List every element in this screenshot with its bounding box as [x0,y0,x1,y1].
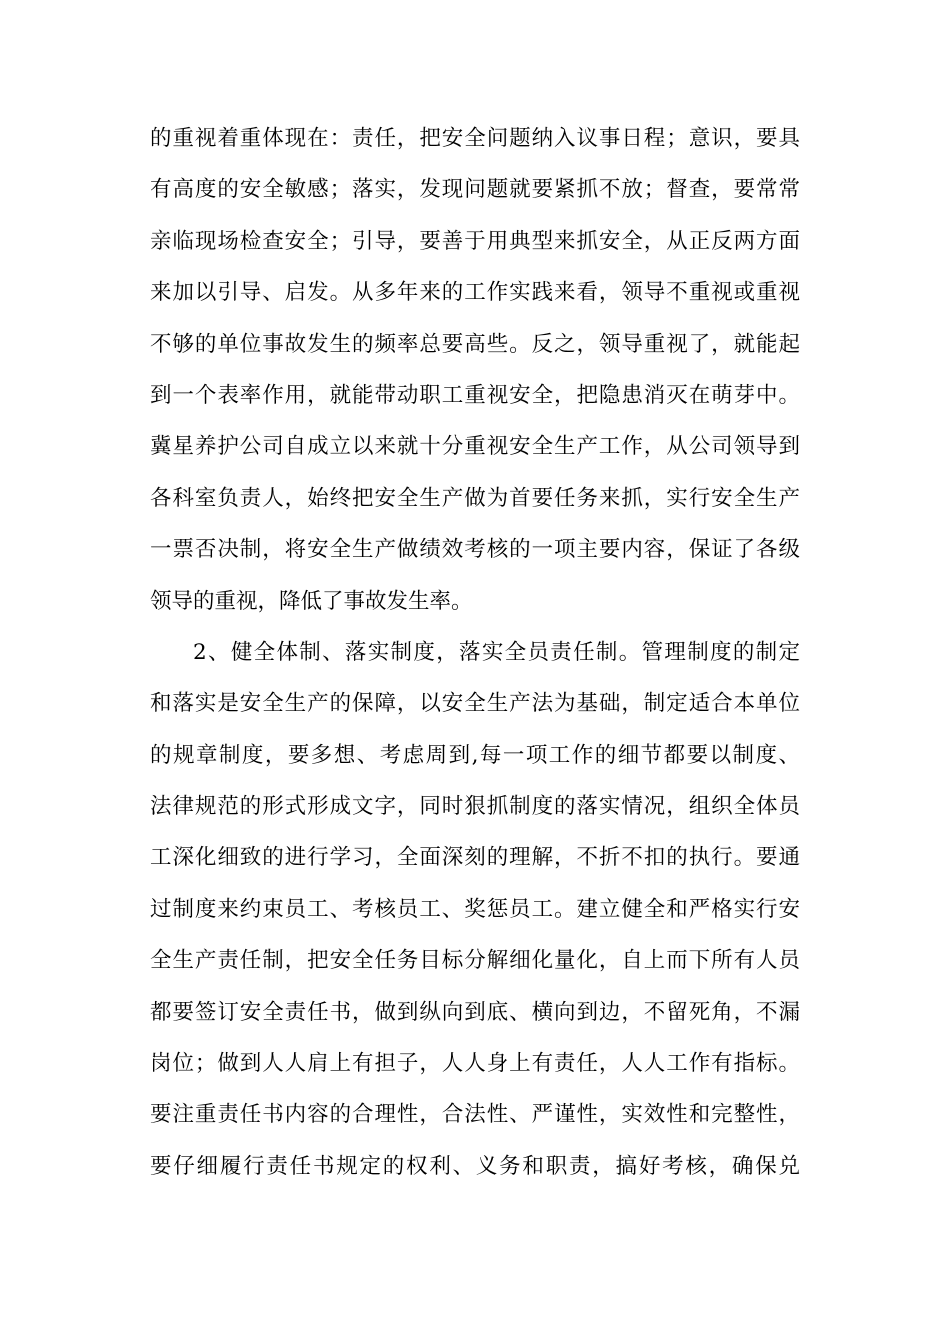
document-page [150,113,800,1192]
text-line: 和落实是安全生产的保障，以安全生产法为基础，制定适合本单位 [150,691,800,717]
text-line: 要注重责任书内容的合理性，合法性、严谨性，实效性和完整性， [150,1102,800,1128]
paragraph-leadership [150,113,800,627]
text-line: 的重视着重体现在：责任，把安全问题纳入议事日程；意识，要具 [150,126,800,151]
text-line: 的规章制度，要多想、考虑周到,每一项工作的细节都要以制度、 [150,742,800,768]
paragraph-responsibility-system [150,627,800,1192]
text-line: 要仔细履行责任书规定的权利、义务和职责，搞好考核，确保兑 [150,1153,800,1179]
text-line: 一票否决制，将安全生产做绩效考核的一项主要内容，保证了各级 [150,537,800,563]
text-line: 来加以引导、启发。从多年来的工作实践来看，领导不重视或重视 [150,280,800,306]
text-line: 领导的重视，降低了事故发生率。 [150,588,473,614]
text-line: 法律规范的形式形成文字，同时狠抓制度的落实情况，组织全体员 [150,794,800,820]
text-line: 到一个表率作用，就能带动职工重视安全，把隐患消灭在萌芽中。 [150,382,800,408]
text-line: 有高度的安全敏感；落实，发现问题就要紧抓不放；督查，要常常 [150,177,800,203]
text-line: 岗位；做到人人肩上有担子，人人身上有责任，人人工作有指标。 [150,1051,800,1077]
text-line: 工深化细致的进行学习，全面深刻的理解，不折不扣的执行。要通 [150,845,800,871]
text-line: 都要签订安全责任书，做到纵向到底、横向到边，不留死角，不漏 [150,999,800,1025]
text-line: 亲临现场检查安全；引导，要善于用典型来抓安全，从正反两方面 [150,228,800,254]
text-line: 全生产责任制，把安全任务目标分解细化量化，自上而下所有人员 [150,948,800,974]
text-line: 各科室负责人，始终把安全生产做为首要任务来抓，实行安全生产 [150,485,800,511]
text-line: 不够的单位事故发生的频率总要高些。反之，领导重视了，就能起 [150,331,800,357]
text-line: 2、健全体制、落实制度，落实全员责任制。管理制度的制定 [193,639,800,665]
text-line: 过制度来约束员工、考核员工、奖惩员工。建立健全和严格实行安 [150,896,800,922]
text-line: 冀星养护公司自成立以来就十分重视安全生产工作，从公司领导到 [150,434,800,460]
